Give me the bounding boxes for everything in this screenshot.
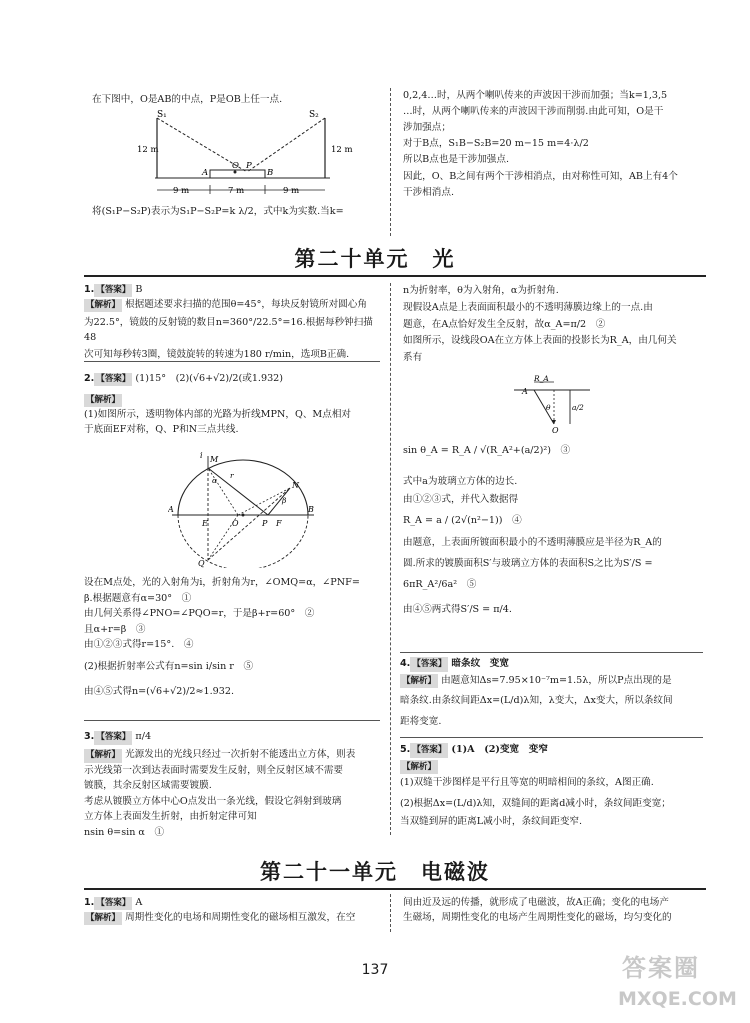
top-right-line: 涉加强点； [403, 122, 451, 134]
analysis-line: 暗条纹.由条纹间距Δx=(L/d)λ知，λ变大，Δx变大，所以条纹间 [400, 695, 673, 706]
question-number: 2. [84, 373, 95, 384]
unit-21-rule [84, 888, 706, 890]
fig2-label: β [282, 496, 287, 505]
analysis-line: 由④⑤式得n=(√6+√2)/2≈1.932. [84, 686, 235, 698]
question-number: 3. [84, 731, 95, 742]
right-line: n为折射率，θ为入射角，α为折射角. [403, 285, 559, 296]
fig1-label: A [202, 168, 209, 178]
right-line: 题意，在A点恰好发生全反射，故α_A=π/2 ② [403, 318, 606, 330]
right-line: 间由近及远的传播，就形成了电磁波，故A正确；变化的电场产 [403, 897, 669, 908]
unit20-left-column [84, 283, 380, 363]
analysis-label: 【解析】 [400, 760, 438, 775]
analysis-line: 当双缝到屏的距离L减小时，条纹间距变窄. [400, 816, 583, 827]
unit20-right-column-b [403, 444, 703, 618]
q3-analysis-row [84, 747, 380, 763]
page-number: 137 [361, 962, 389, 978]
fig1-label: O [232, 161, 239, 171]
top-right-line: 因此，O、B之间有两个干涉相消点，由对称性可知，AB上有4个 [403, 170, 678, 182]
top-right-line: …时，从两个喇叭传来的声波因干涉而削弱.由此可知，O是干 [403, 106, 664, 118]
fig2-label: α [212, 476, 218, 485]
right-line: 生磁场，周期性变化的电场产生周期性变化的磁场，均匀变化的 [403, 911, 672, 923]
analysis-line: 示光线第一次到达表面时需要发生反射，则全反射区域不需要 [84, 764, 344, 776]
u21-q1-answer-row [84, 896, 384, 911]
watermark-logo: 答案圈 [622, 954, 700, 982]
q2-analysis-cont [84, 575, 380, 700]
fig2-label: Q [198, 559, 205, 568]
analysis-line: 于底面EF对称，Q、P和N三点共线. [84, 423, 239, 435]
column-divider-unit20 [390, 283, 391, 835]
q4-analysis-row [400, 673, 703, 690]
analysis-line: 由①②③式得r=15°. ④ [84, 639, 194, 651]
question-number: 1. [84, 897, 95, 908]
analysis-line: (1)如图所示，透明物体内部的光路为折线MPN，Q、M点相对 [84, 408, 352, 420]
fig1-label: B [267, 168, 274, 178]
answer-value: B [135, 284, 143, 295]
fig2-label: P [262, 519, 268, 528]
fig2-label: B [308, 505, 314, 514]
speaker-diagram [135, 108, 355, 200]
unit21-right-column [403, 896, 703, 926]
right-line: 现假设A点是上表面面积最小的不透明薄膜边缘上的一点.由 [403, 301, 653, 313]
q2-bottom-rule [84, 720, 380, 721]
analysis-line: 周期性变化的电场和周期性变化的磁场相互激发，在空 [125, 911, 356, 923]
q3-block [84, 729, 380, 840]
u21-q1-analysis-row [84, 911, 384, 926]
right-line: 式中a为玻璃立方体的边长. [403, 475, 518, 487]
right-line: 圆.所求的镀膜面积S′与玻璃立方体的表面积S之比为S′/S = [403, 558, 653, 570]
q5-block [400, 742, 703, 831]
fig3-label: O [552, 426, 559, 434]
unit-21-title: 第二十一单元 电磁波 [260, 860, 490, 884]
answer-value: A [135, 897, 143, 908]
answer-label: 【答案】 [410, 743, 448, 758]
right-line: R_A = a / (2√(n²−1)) ④ [403, 514, 522, 526]
fig1-label: S₂ [309, 110, 319, 120]
top-right-line: 对于B点，S₁B−S₂B=20 m−15 m=4·λ/2 [403, 138, 589, 150]
analysis-line: 次可知每秒转3圈，镜鼓旋转的转速为180 r/min，选项B正确. [84, 349, 350, 361]
q4-block [400, 656, 703, 730]
q2-answer-row [84, 372, 380, 387]
question-number: 5. [400, 744, 411, 755]
answer-label: 【答案】 [94, 897, 132, 910]
right-line: 如图所示，设线段OA在立方体上表面的投影长为R_A，由几何关 [403, 335, 677, 347]
analysis-label: 【解析】 [84, 749, 122, 763]
fig2-label: i [200, 451, 203, 460]
right-line: sin θ_A = R_A / √(R_A²+(a/2)²) ③ [403, 445, 571, 456]
unit-20-title: 第二十单元 光 [294, 247, 456, 271]
fig1-label: 12 m [331, 145, 353, 155]
fig3-label: θ [546, 403, 551, 412]
q5-answer-row [400, 742, 703, 759]
fig3-label: a/2 [572, 403, 584, 412]
top-right-line: 0,2,4…时，从两个喇叭传来的声波因干涉而加强；当k=1,3,5 [403, 90, 668, 101]
analysis-line: 为22.5°，镜鼓的反射镜的数目n=360°/22.5°=16.根据每秒钟扫描48 [84, 316, 373, 343]
q3-answer-row [84, 729, 380, 745]
analysis-line: 距将变宽. [400, 715, 442, 727]
analysis-line: 由题意知Δs=7.95×10⁻⁷m=1.5λ，所以P点出现的是 [441, 674, 672, 686]
question-number: 1. [84, 284, 95, 295]
analysis-line: 光源发出的光线只经过一次折射不能透出立方体，则表 [125, 748, 356, 760]
analysis-line: 设在M点处，光的入射角为i，折射角为r，∠OMQ=α，∠PNF= [84, 577, 360, 588]
right-q4-bottom-rule [400, 737, 703, 738]
answer-value: (1)A (2)变宽 变窄 [451, 744, 548, 755]
analysis-line: 且α+r=β ③ [84, 623, 146, 635]
fig1-label: 12 m [137, 145, 159, 155]
answer-label: 【答案】 [94, 284, 132, 297]
fig2-label: O [232, 519, 239, 528]
analysis-line: (2)根据折射率公式有n=sin i/sin r ⑤ [84, 660, 254, 672]
unit21-left-column [84, 896, 384, 926]
answer-label: 【答案】 [410, 657, 448, 672]
fig1-label: P [246, 161, 252, 171]
fig2-label: N [292, 481, 299, 490]
fig2-label: A [168, 505, 174, 514]
answer-value: 暗条纹 变宽 [451, 658, 509, 669]
answer-value: (1)15° (2)(√6+√2)/2(或1.932) [135, 373, 284, 384]
right-line: 6πR_A²/6a² ⑤ [403, 579, 477, 591]
analysis-label: 【解析】 [84, 394, 122, 407]
analysis-line: 考虑从镀膜立方体中心O点发出一条光线，假设它斜射到玻璃 [84, 795, 342, 807]
right-line: 由题意，上表面所镀面积最小的不透明薄膜应是半径为R_A的 [403, 537, 662, 549]
cube-geometry-diagram [508, 374, 598, 434]
q1-analysis-row [84, 298, 380, 313]
answer-label: 【答案】 [94, 373, 132, 386]
fig2-label: F [276, 519, 282, 528]
analysis-line: (1)双缝干涉图样是平行且等宽的明暗相间的条纹，A图正确. [400, 777, 654, 788]
analysis-label: 【解析】 [84, 912, 122, 925]
top-right-line: 所以B点也是干涉加强点. [403, 154, 510, 166]
analysis-line: nsin θ=sin α ① [84, 826, 165, 838]
analysis-line: 立方体上表面发生折射，由折射定律可知 [84, 811, 257, 823]
top-left-formula-block [92, 205, 384, 220]
top-right-line: 干涉相消点. [403, 186, 455, 198]
fig1-label: 9 m [173, 186, 190, 196]
unit-20-rule [84, 275, 706, 277]
formula-text: 将(S₁P−S₂P)表示为S₁P−S₂P=k λ/2，式中k为实数.当k= [92, 206, 344, 217]
analysis-line: 镀膜，其余反射区域需要镀膜. [84, 780, 212, 792]
analysis-line: β.根据题意有α=30° ① [84, 592, 192, 604]
right-line: 由④⑤两式得S′/S = π/4. [403, 604, 512, 616]
intro-text: 在下图中，O是AB的中点，P是OB上任一点. [92, 94, 283, 105]
unit20-right-column [403, 283, 703, 367]
right-q3-bottom-rule [400, 652, 703, 653]
watermark-url: MXQE.COM [618, 988, 737, 1010]
fig2-label: r [230, 471, 234, 480]
fig1-label: 9 m [283, 186, 300, 196]
analysis-label: 【解析】 [84, 299, 122, 312]
fig1-label: 7 m [228, 186, 245, 196]
column-divider-unit21 [390, 894, 391, 932]
question-number: 4. [400, 658, 411, 669]
fig2-label: E [202, 519, 208, 528]
top-left-column [92, 93, 382, 108]
fig3-label: R_A [534, 374, 549, 383]
answer-value: π/4 [135, 731, 152, 742]
answer-label: 【答案】 [94, 731, 132, 745]
right-line: 由①②③式，并代入数据得 [403, 493, 519, 505]
fig2-label: M [210, 455, 219, 464]
q2-block [84, 372, 380, 437]
analysis-label: 【解析】 [400, 674, 438, 689]
q1-bottom-rule [84, 361, 380, 362]
fig3-label: A [522, 387, 528, 396]
fig1-label: S₁ [157, 110, 167, 120]
analysis-line: (2)根据Δx=(L/d)λ知，双缝间的距离d减小时，条纹间距变宽； [400, 797, 671, 809]
top-right-column [403, 88, 703, 201]
refraction-circle-diagram [168, 448, 318, 568]
q4-answer-row [400, 656, 703, 673]
q1-answer-row [84, 283, 380, 298]
column-divider-top [390, 88, 391, 236]
analysis-line: 由几何关系得∠PNO=∠PQO=r，于是β+r=60° ② [84, 608, 315, 620]
right-line: 系有 [403, 352, 423, 364]
analysis-line: 根据题述要求扫描的范围θ=45°，每块反射镜所对圆心角 [125, 298, 367, 310]
